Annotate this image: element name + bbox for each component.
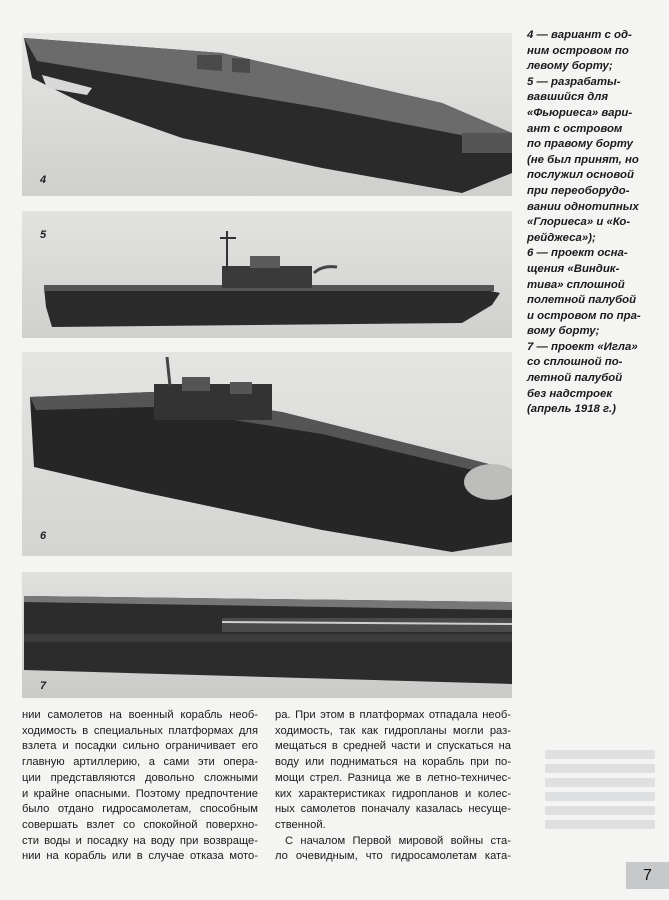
photo-number: 7	[40, 680, 47, 692]
text-line: летной палубой	[527, 372, 623, 385]
text-line: рейджеса»);	[527, 231, 596, 244]
body-text-right-column	[275, 708, 511, 865]
text-line: нии на корабль или в случае отказа мото-	[22, 850, 258, 863]
body-text-left-column	[22, 708, 258, 865]
photo-model-7	[22, 572, 512, 698]
text-line: С началом Первой мировой войны ста-	[285, 834, 511, 847]
text-line: вании однотипных	[527, 200, 639, 213]
text-line: совершать взлет со спокойной поверхно-	[22, 818, 258, 831]
text-line: послужил основой	[527, 169, 634, 182]
text-line: вавшийся для	[527, 91, 609, 104]
text-line: 5 — разрабаты-	[527, 75, 621, 88]
text-line: левому борту;	[527, 60, 613, 73]
text-line: со сплошной по-	[527, 356, 623, 369]
ship-model-image	[22, 33, 512, 196]
text-line: ких характеристиках гидропланов и колес-	[275, 787, 511, 800]
figure-caption	[527, 28, 651, 418]
text-line: ственной.	[275, 818, 326, 831]
ship-model-image	[22, 572, 512, 698]
text-line: «Фьюриеса» вари-	[527, 106, 633, 119]
photo-model-6	[22, 352, 512, 556]
text-line: ходимость в специальных платформах для	[22, 724, 258, 737]
photo-model-5	[22, 211, 512, 338]
text-line: 4 — вариант с од-	[527, 29, 632, 41]
text-line: ло очевидным, что гидросамолетам ката-	[275, 850, 511, 863]
text-line: ра. При этом в платформах отпадала необ-	[275, 709, 511, 721]
text-line: без надстроек	[527, 387, 613, 400]
ship-model-image	[22, 352, 512, 556]
photo-model-4	[22, 33, 512, 196]
text-line: мещаться в средней части и спускаться на	[275, 740, 511, 753]
text-line: (апрель 1918 г.)	[527, 403, 616, 416]
text-line: «Глориеса» и «Ко-	[527, 216, 631, 229]
text-line: взлета и посадки сильно ограничивает его	[22, 740, 258, 753]
text-line: и крайне опасными. Поэтому предпочтение	[22, 787, 258, 800]
text-line: полетной палубой	[527, 294, 637, 307]
photo-number: 4	[40, 174, 47, 186]
text-line: и островом по пра-	[527, 309, 641, 322]
text-line: ных самолетов поначалу казалась несуще-	[275, 803, 511, 816]
text-line: по правому борту	[527, 138, 633, 151]
text-line: ходимость, так как гидропланы могли раз-	[275, 724, 511, 737]
text-line: воду или подниматься на корабль при по-	[275, 756, 511, 769]
text-line: нии самолетов на военный корабль необ-	[22, 709, 258, 721]
text-line: главную артиллерию, а сами эти опера-	[22, 756, 258, 769]
page-number: 7	[626, 862, 669, 889]
bleed-through-text	[545, 745, 655, 834]
text-line: тива» сплошной	[527, 278, 625, 291]
photo-number: 5	[40, 229, 47, 241]
text-line: было отдано гидросамолетам, способным	[22, 803, 258, 816]
text-line: мощи стрел. Разница же в летно-техничес-	[275, 771, 511, 784]
text-line: при переоборудо-	[527, 184, 630, 197]
text-line: вому борту;	[527, 325, 600, 338]
text-line: 6 — проект осна-	[527, 247, 628, 260]
text-line: щения «Виндик-	[527, 262, 620, 275]
ship-model-image	[22, 211, 512, 338]
text-line: сти воды и посадку на воду при возвраще-	[22, 834, 258, 847]
text-line: ции представляются довольно сложными	[22, 771, 258, 784]
text-line: (не был принят, но	[527, 153, 639, 166]
text-line: ант с островом	[527, 122, 623, 135]
text-line: 7 — проект «Игла»	[527, 340, 638, 353]
text-line: ним островом по	[527, 44, 629, 57]
photo-number: 6	[40, 530, 47, 542]
